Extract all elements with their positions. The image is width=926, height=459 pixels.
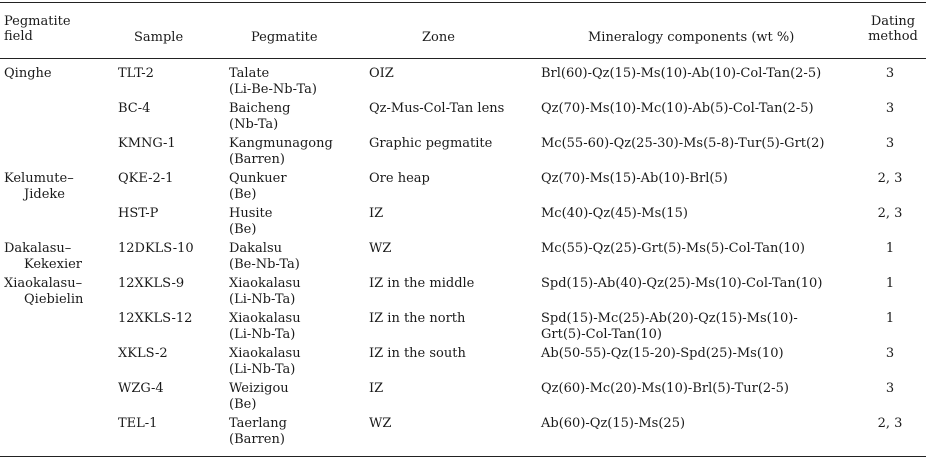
dating-method-cell: 3 bbox=[885, 136, 895, 151]
pegmatite-field-cell bbox=[4, 276, 83, 308]
field-name-line: Xiaokalasu– bbox=[4, 276, 83, 291]
mineralogy-line: Spd(15)-Ab(40)-Qz(25)-Ms(10)-Col-Tan(10) bbox=[541, 276, 823, 291]
sample-cell: KMNG-1 bbox=[118, 136, 176, 151]
mineralogy-line: Qz(60)-Mc(20)-Ms(10)-Brl(5)-Tur(2-5) bbox=[541, 381, 789, 396]
header-dating-line1: Dating bbox=[870, 14, 916, 29]
pegmatite-line: Kangmunagong bbox=[229, 136, 333, 151]
pegmatite-line: (Li-Be-Nb-Ta) bbox=[229, 82, 318, 97]
mineralogy-line: Qz(70)-Ms(15)-Ab(10)-Brl(5) bbox=[541, 171, 728, 186]
mineralogy-cell bbox=[541, 276, 822, 292]
header-dating-line2: method bbox=[868, 29, 918, 44]
dating-method-cell: 1 bbox=[885, 311, 895, 326]
sample-cell: TEL-1 bbox=[118, 416, 158, 431]
dating-method-cell: 1 bbox=[885, 276, 895, 291]
pegmatite-line: Dakalsu bbox=[229, 241, 283, 256]
zone-cell: IZ in the south bbox=[369, 346, 466, 361]
field-name-line: Qinghe bbox=[4, 66, 52, 81]
dating-method-cell: 3 bbox=[885, 101, 895, 116]
pegmatite-line: Baicheng bbox=[229, 101, 291, 116]
mineralogy-cell bbox=[541, 241, 805, 257]
sample-cell: XKLS-2 bbox=[118, 346, 168, 361]
mineralogy-cell bbox=[541, 206, 688, 222]
field-name-line: Kekexier bbox=[24, 257, 83, 272]
sample-cell: 12DKLS-10 bbox=[118, 241, 194, 256]
table-top-rule bbox=[0, 2, 926, 3]
header-dating bbox=[862, 14, 924, 44]
sample-cell: BC-4 bbox=[118, 101, 151, 116]
pegmatite-line: Qunkuer bbox=[229, 171, 287, 186]
pegmatite-line: (Be) bbox=[229, 222, 257, 237]
mineralogy-line: Mc(55-60)-Qz(25-30)-Ms(5-8)-Tur(5)-Grt(2) bbox=[541, 136, 825, 151]
dating-method-cell: 2, 3 bbox=[877, 206, 903, 221]
mineralogy-line: Grt(5)-Col-Tan(10) bbox=[541, 327, 662, 342]
field-name-line: Qiebielin bbox=[24, 292, 84, 307]
mineralogy-line: Brl(60)-Qz(15)-Ms(10)-Ab(10)-Col-Tan(2-5) bbox=[541, 66, 822, 81]
pegmatite-field-cell bbox=[4, 66, 52, 82]
pegmatite-field-cell bbox=[4, 171, 74, 203]
table-bottom-rule bbox=[0, 456, 926, 457]
dating-method-cell: 3 bbox=[885, 381, 895, 396]
sample-cell: 12XKLS-12 bbox=[118, 311, 193, 326]
sample-cell: TLT-2 bbox=[118, 66, 154, 81]
pegmatite-line: Taerlang bbox=[229, 416, 287, 431]
mineralogy-cell bbox=[541, 381, 789, 397]
field-name-line: Dakalasu– bbox=[4, 241, 72, 256]
zone-cell: IZ bbox=[369, 206, 384, 221]
field-name-line: Jideke bbox=[24, 187, 65, 202]
header-field bbox=[4, 14, 71, 44]
pegmatite-cell bbox=[229, 311, 301, 343]
sample-cell: HST-P bbox=[118, 206, 159, 221]
pegmatite-line: (Be) bbox=[229, 187, 257, 202]
zone-cell: Graphic pegmatite bbox=[369, 136, 493, 151]
zone-cell: Ore heap bbox=[369, 171, 430, 186]
pegmatite-cell bbox=[229, 416, 287, 448]
zone-cell: IZ in the middle bbox=[369, 276, 475, 291]
header-zone: Zone bbox=[422, 30, 455, 45]
dating-method-cell: 3 bbox=[885, 346, 895, 361]
pegmatite-line: Husite bbox=[229, 206, 273, 221]
pegmatite-cell bbox=[229, 206, 272, 238]
pegmatite-field-cell bbox=[4, 241, 82, 273]
header-mineralogy: Mineralogy components (wt %) bbox=[588, 30, 795, 45]
pegmatite-cell bbox=[229, 346, 301, 378]
dating-method-cell: 2, 3 bbox=[877, 171, 903, 186]
pegmatite-line: (Barren) bbox=[229, 432, 285, 447]
mineralogy-line: Ab(50-55)-Qz(15-20)-Spd(25)-Ms(10) bbox=[541, 346, 784, 361]
pegmatite-cell bbox=[229, 381, 289, 413]
pegmatite-cell bbox=[229, 276, 301, 308]
zone-cell: OIZ bbox=[369, 66, 394, 81]
header-field-line1: Pegmatite bbox=[4, 14, 71, 29]
pegmatite-line: (Be-Nb-Ta) bbox=[229, 257, 300, 272]
pegmatite-cell bbox=[229, 171, 287, 203]
pegmatite-cell bbox=[229, 136, 333, 168]
header-sample: Sample bbox=[134, 30, 184, 45]
sample-cell: WZG-4 bbox=[118, 381, 164, 396]
pegmatite-cell bbox=[229, 101, 291, 133]
mineralogy-cell bbox=[541, 416, 685, 432]
pegmatite-line: (Nb-Ta) bbox=[229, 117, 279, 132]
zone-cell: Qz-Mus-Col-Tan lens bbox=[369, 101, 505, 116]
pegmatite-line: Xiaokalasu bbox=[229, 311, 301, 326]
pegmatite-line: (Barren) bbox=[229, 152, 285, 167]
mineralogy-line: Ab(60)-Qz(15)-Ms(25) bbox=[541, 416, 686, 431]
dating-method-cell: 1 bbox=[885, 241, 895, 256]
mineralogy-cell bbox=[541, 136, 824, 152]
zone-cell: WZ bbox=[369, 416, 392, 431]
header-field-line2: field bbox=[4, 29, 33, 44]
mineralogy-cell bbox=[541, 101, 814, 117]
zone-cell: IZ bbox=[369, 381, 384, 396]
pegmatite-line: (Li-Nb-Ta) bbox=[229, 327, 296, 342]
header-pegmatite: Pegmatite bbox=[251, 30, 318, 45]
field-name-line: Kelumute– bbox=[4, 171, 74, 186]
pegmatite-cell bbox=[229, 241, 300, 273]
zone-cell: IZ in the north bbox=[369, 311, 466, 326]
pegmatite-line: Xiaokalasu bbox=[229, 276, 301, 291]
pegmatite-line: Talate bbox=[229, 66, 270, 81]
pegmatite-cell bbox=[229, 66, 317, 98]
mineralogy-line: Qz(70)-Ms(10)-Mc(10)-Ab(5)-Col-Tan(2-5) bbox=[541, 101, 814, 116]
mineralogy-cell bbox=[541, 311, 798, 343]
mineralogy-line: Mc(55)-Qz(25)-Grt(5)-Ms(5)-Col-Tan(10) bbox=[541, 241, 806, 256]
pegmatite-line: Xiaokalasu bbox=[229, 346, 301, 361]
mineralogy-line: Spd(15)-Mc(25)-Ab(20)-Qz(15)-Ms(10)- bbox=[541, 311, 798, 326]
mineralogy-cell bbox=[541, 66, 821, 82]
zone-cell: WZ bbox=[369, 241, 392, 256]
pegmatite-line: Weizigou bbox=[229, 381, 289, 396]
sample-cell: QKE-2-1 bbox=[118, 171, 174, 186]
sample-cell: 12XKLS-9 bbox=[118, 276, 185, 291]
pegmatite-line: (Be) bbox=[229, 397, 257, 412]
dating-method-cell: 2, 3 bbox=[877, 416, 903, 431]
dating-method-cell: 3 bbox=[885, 66, 895, 81]
pegmatite-line: (Li-Nb-Ta) bbox=[229, 292, 296, 307]
mineralogy-cell bbox=[541, 171, 728, 187]
mineralogy-cell bbox=[541, 346, 784, 362]
mineralogy-line: Mc(40)-Qz(45)-Ms(15) bbox=[541, 206, 688, 221]
pegmatite-line: (Li-Nb-Ta) bbox=[229, 362, 296, 377]
table-header-rule bbox=[0, 58, 926, 59]
